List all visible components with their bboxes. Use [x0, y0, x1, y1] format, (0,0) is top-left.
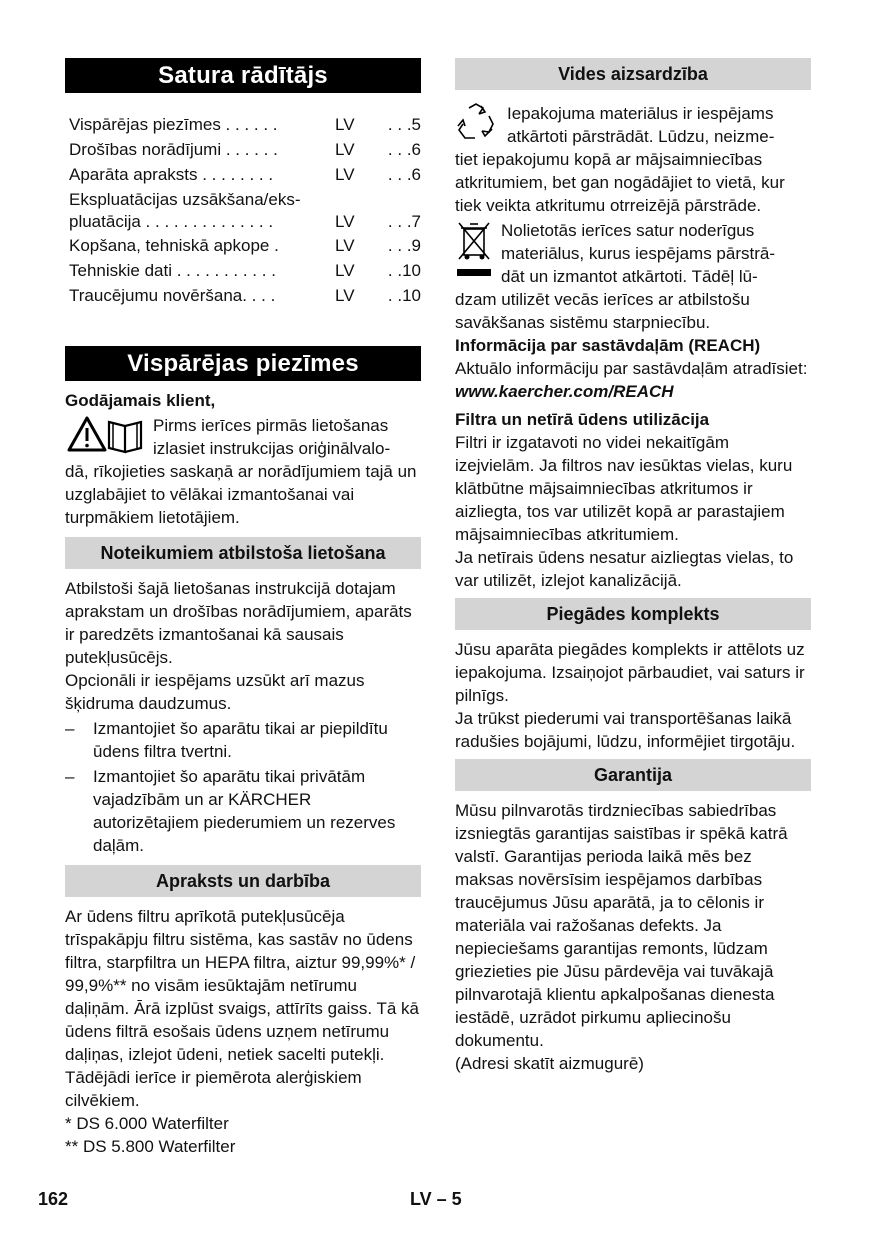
filter-title: Filtra un netīrā ūdens utilizācija	[455, 410, 710, 429]
crossed-bin-icon	[455, 219, 493, 283]
left-column	[65, 58, 421, 1158]
warning-manual-icon	[65, 414, 145, 456]
list-item: – Izmantojiet šo aparātu tikai ar piepildītu ūdens filtra tvertni.	[65, 719, 388, 761]
description-heading: Apraksts un darbība	[65, 865, 421, 897]
delivery-text: Ja trūkst piederumi vai transportēšanas laikā radušies bojājumi, lūdzu, informējiet tirgotāju.	[455, 709, 796, 751]
toc-entry[interactable]: Aparāta apraksts . . . . . . . . LV . . .6	[69, 165, 421, 184]
toc-entry[interactable]: Ekspluatācijas uzsākšana/eks- pluatācija . . . . . . . . . . . . . . LV . . .7	[69, 190, 421, 231]
proper-use-heading: Noteikumiem atbilstoša lietošana	[65, 537, 421, 569]
list-item: – Izmantojiet šo aparātu tikai privātām vajadzībām un ar KÄRCHER autorizētajiem piederumiem un rezerves daļām.	[65, 767, 396, 855]
proper-use-text: Opcionāli ir iespējams uzsūkt arī mazus šķidruma daudzumus.	[65, 671, 365, 713]
reach-title: Informācija par sastāvdaļām (REACH)	[455, 336, 761, 355]
warranty-text: (Adresi skatīt aizmugurē)	[455, 1054, 644, 1073]
toc-entry[interactable]: Traucējumu novēršana. . . . LV . .10	[69, 286, 421, 305]
proper-use-text: Atbilstoši šajā lietošanas instrukcijā dotajam aprakstam un drošības norādījumiem, aparāts ir paredzēts izmantošanai kā sausais putekļusūcējs.	[65, 579, 412, 667]
description-text: Ar ūdens filtru aprīkotā putekļusūcēja trīspakāpju filtru sistēma, kas sastāv no ūdens filtra, starpfiltra un HEPA filtra, aiztur 99,99%* / 99,9%** no visām iesūktajām netīrumu daļiņām. Ārā izplūst svaigs, attīrīts gaiss. Tā kā ūdens filtrā esošais ūdens uzņem netīrumu daļiņas, izlejot ūdeni, netiek sacelti putekļi. Tādējādi ierīce ir piemērota alerģiskiem cilvēkiem.	[65, 907, 419, 1110]
environment-heading: Vides aizsardzība	[455, 58, 811, 90]
filter-text: Filtri ir izgatavoti no videi nekaitīgām izejvielām. Ja filtros nav iesūktas vielas, kuru klātbūtne mājsaimniecības atkritumos ir aizliegta, tos var utilizēt kopā ar parastajiem mājsaimniecības atkritumiem.	[455, 433, 793, 544]
footnote: * DS 6.000 Waterfilter	[65, 1114, 229, 1133]
recycle-icon	[455, 102, 497, 142]
reach-link[interactable]: www.kaercher.com/REACH	[455, 382, 674, 401]
warranty-heading: Garantija	[455, 759, 811, 791]
right-column	[455, 58, 811, 1075]
page-number: 162	[38, 1189, 69, 1209]
recycle-block: Iepakojuma materiālus ir iespējams atkārtoti pārstrādāt. Lūdzu, neizme- tiet iepakojumu kopā ar mājsaimniecības atkritumiem, bet gan nogādājiet to vietā, kur tiek veikta atkritumu otrreizējā pārstrāde.	[455, 104, 785, 215]
weee-block: Nolietotās ierīces satur noderīgus materiālus, kurus iespējams pārstrā- dāt un izmantot atkārtoti. Tādēļ lū- dzam utilizēt vecās ierīces ar atbilstošu savākšanas sistēmu starpniecību.	[455, 221, 775, 332]
footer-section: LV – 5	[410, 1189, 462, 1209]
general-heading: Vispārējas piezīmes	[65, 346, 421, 381]
reach-text: Aktuālo informāciju par sastāvdaļām atradīsiet:	[455, 359, 808, 378]
delivery-text: Jūsu aparāta piegādes komplekts ir attēlots uz iepakojuma. Izsaiņojot pārbaudiet, vai saturs ir pilnīgs.	[455, 640, 805, 705]
toc-heading: Satura rādītājs	[65, 58, 421, 93]
toc-entry[interactable]: Kopšana, tehniskā apkope . LV . . .9	[69, 236, 421, 255]
table-of-contents	[69, 112, 421, 308]
toc-entry[interactable]: Vispārējas piezīmes . . . . . . LV . . .5	[69, 115, 421, 134]
delivery-heading: Piegādes komplekts	[455, 598, 811, 630]
footnote: ** DS 5.800 Waterfilter	[65, 1137, 236, 1156]
filter-text: Ja netīrais ūdens nesatur aizliegtas vielas, to var utilizēt, izlejot kanalizācijā.	[455, 548, 794, 590]
toc-entry[interactable]: Tehniskie dati . . . . . . . . . . . LV . .10	[69, 261, 421, 280]
toc-entry[interactable]: Drošības norādījumi . . . . . . LV . . .6	[69, 140, 421, 159]
intro-block: Pirms ierīces pirmās lietošanas izlasiet instrukcijas oriģinālvalo- dā, rīkojieties saskaņā ar norādījumiem tajā un uzglabājiet to vēlākai izmantošanai vai turpmākiem lietotājiem.	[65, 416, 417, 527]
warranty-text: Mūsu pilnvarotās tirdzniecības sabiedrības izsniegtās garantijas saistības ir spēkā katrā valstī. Garantijas perioda laikā mēs bez maksas novērsīsim iespējamos darbības traucējumus Jūsu aparātā, ja to cēlonis ir materiāla vai ražošanas defekts. Ja nepieciešams garantijas remonts, lūdzam griezieties pie Jūsu pārdevēja vai tuvākajā pilnvarotajā klientu apkalpošanas dienesta iestādē, uzrādot pirkumu apliecinošu dokumentu.	[455, 801, 788, 1050]
salutation: Godājamais klient,	[65, 391, 216, 410]
